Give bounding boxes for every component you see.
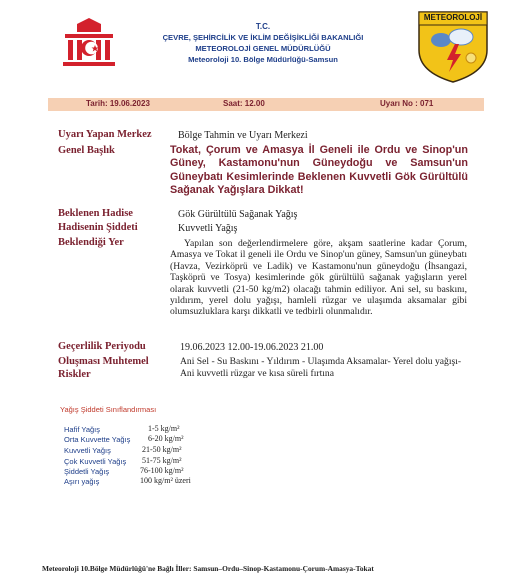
header-ministry: ÇEVRE, ŞEHİRCİLİK VE İKLİM DEĞİŞİKLİĞİ BAKANLIĞI <box>162 33 364 42</box>
title-label: Genel Başlık <box>58 145 115 156</box>
risks-value: Ani Sel - Su Baskını - Yıldırım - Ulaşımda Aksamalar- Yerel dolu yağışı- Ani kuvvetli rüzgar ve kısa süreli fırtına <box>180 356 462 379</box>
general-title: Tokat, Çorum ve Amasya İl Geneli ile Ordu ve Sinop'un Güney, Kastamonu'nun Güneydoğu ve Samsun'un Güneybatı Kesimlerinde Beklenen Kuvvetli Gök Gürültülü Sağanak Yağışlara Dikkat! <box>170 144 468 197</box>
severity-label: Hadisenin Şiddeti <box>58 222 138 233</box>
severity-row-name: Orta Kuvvette Yağış <box>64 435 131 444</box>
severity-row-range: 1-5 kg/m² <box>148 424 180 433</box>
footer-cities: Meteoroloji 10.Bölge Müdürlüğü'ne Bağlı İller: Samsun–Ordu–Sinop-Kastamonu-Çorum-Amasya-Tokat <box>42 564 374 573</box>
time-label: Saat: 12.00 <box>223 99 265 108</box>
severity-value: Kuvvetli Yağış <box>178 223 238 234</box>
meteoroloji-logo <box>417 10 489 84</box>
severity-row-range: 21-50 kg/m² <box>142 445 182 454</box>
severity-row-name: Kuvvetli Yağış <box>64 446 111 455</box>
severity-row-name: Hafif Yağış <box>64 425 100 434</box>
meteoroloji-logo-text: METEOROLOJİ <box>423 13 483 22</box>
period-value: 19.06.2023 12.00-19.06.2023 21.00 <box>180 342 324 353</box>
event-label: Beklenen Hadise <box>58 208 133 219</box>
severity-row-range: 76-100 kg/m² <box>140 466 184 475</box>
severity-table-title: Yağış Şiddeti Sınıflandırması <box>60 405 157 414</box>
center-label: Uyarı Yapan Merkez <box>58 129 152 140</box>
place-value: Yapılan son değerlendirmelere göre, akşam saatlerine kadar Çorum, Amasya ve Tokat il geneli ile Ordu ve Sinop'un güney, Samsun'un güneybatı (Havza, Vezirköprü ve Ladik) ve Kastamonu'nun güneydoğu (İhsangazi, Taşköprü ve Tosya) kesimlerinde gök gürültülü sağanak yağışların yerel olarak kuvvetli (21-50 kg/m2) olacağı tahmin ediliyor. Ani sel, su baskını, yıldırım, yerel dolu yağışı, hamleli rüzgar ve ulaşımda aksamalar gibi olumsuzluklara karşı dikkatli ve tedbirli olunmalıdır. <box>170 238 467 318</box>
warning-no-label: Uyarı No : 071 <box>380 99 434 108</box>
severity-row-name: Aşırı yağış <box>64 477 100 486</box>
event-value: Gök Gürültülü Sağanak Yağış <box>178 209 298 220</box>
place-label: Beklendiği Yer <box>58 237 124 248</box>
center-value: Bölge Tahmin ve Uyarı Merkezi <box>178 130 308 141</box>
severity-row-range: 100 kg/m² üzeri <box>140 476 191 485</box>
header-directorate: METEOROLOJİ GENEL MÜDÜRLÜĞÜ <box>195 44 331 53</box>
severity-row-range: 51-75 kg/m² <box>142 456 182 465</box>
date-label: Tarih: 19.06.2023 <box>86 99 150 108</box>
severity-row-range: 6-20 kg/m² <box>148 434 184 443</box>
header-region: Meteoroloji 10. Bölge Müdürlüğü-Samsun <box>188 55 338 64</box>
severity-row-name: Çok Kuvvetli Yağış <box>64 457 127 466</box>
risks-label: Oluşması Muhtemel Riskler <box>58 356 149 380</box>
header-tc: T.C. <box>255 22 271 31</box>
ministry-logo <box>55 14 123 70</box>
severity-row-name: Şiddetli Yağış <box>64 467 110 476</box>
period-label: Geçerlilik Periyodu <box>58 341 146 352</box>
